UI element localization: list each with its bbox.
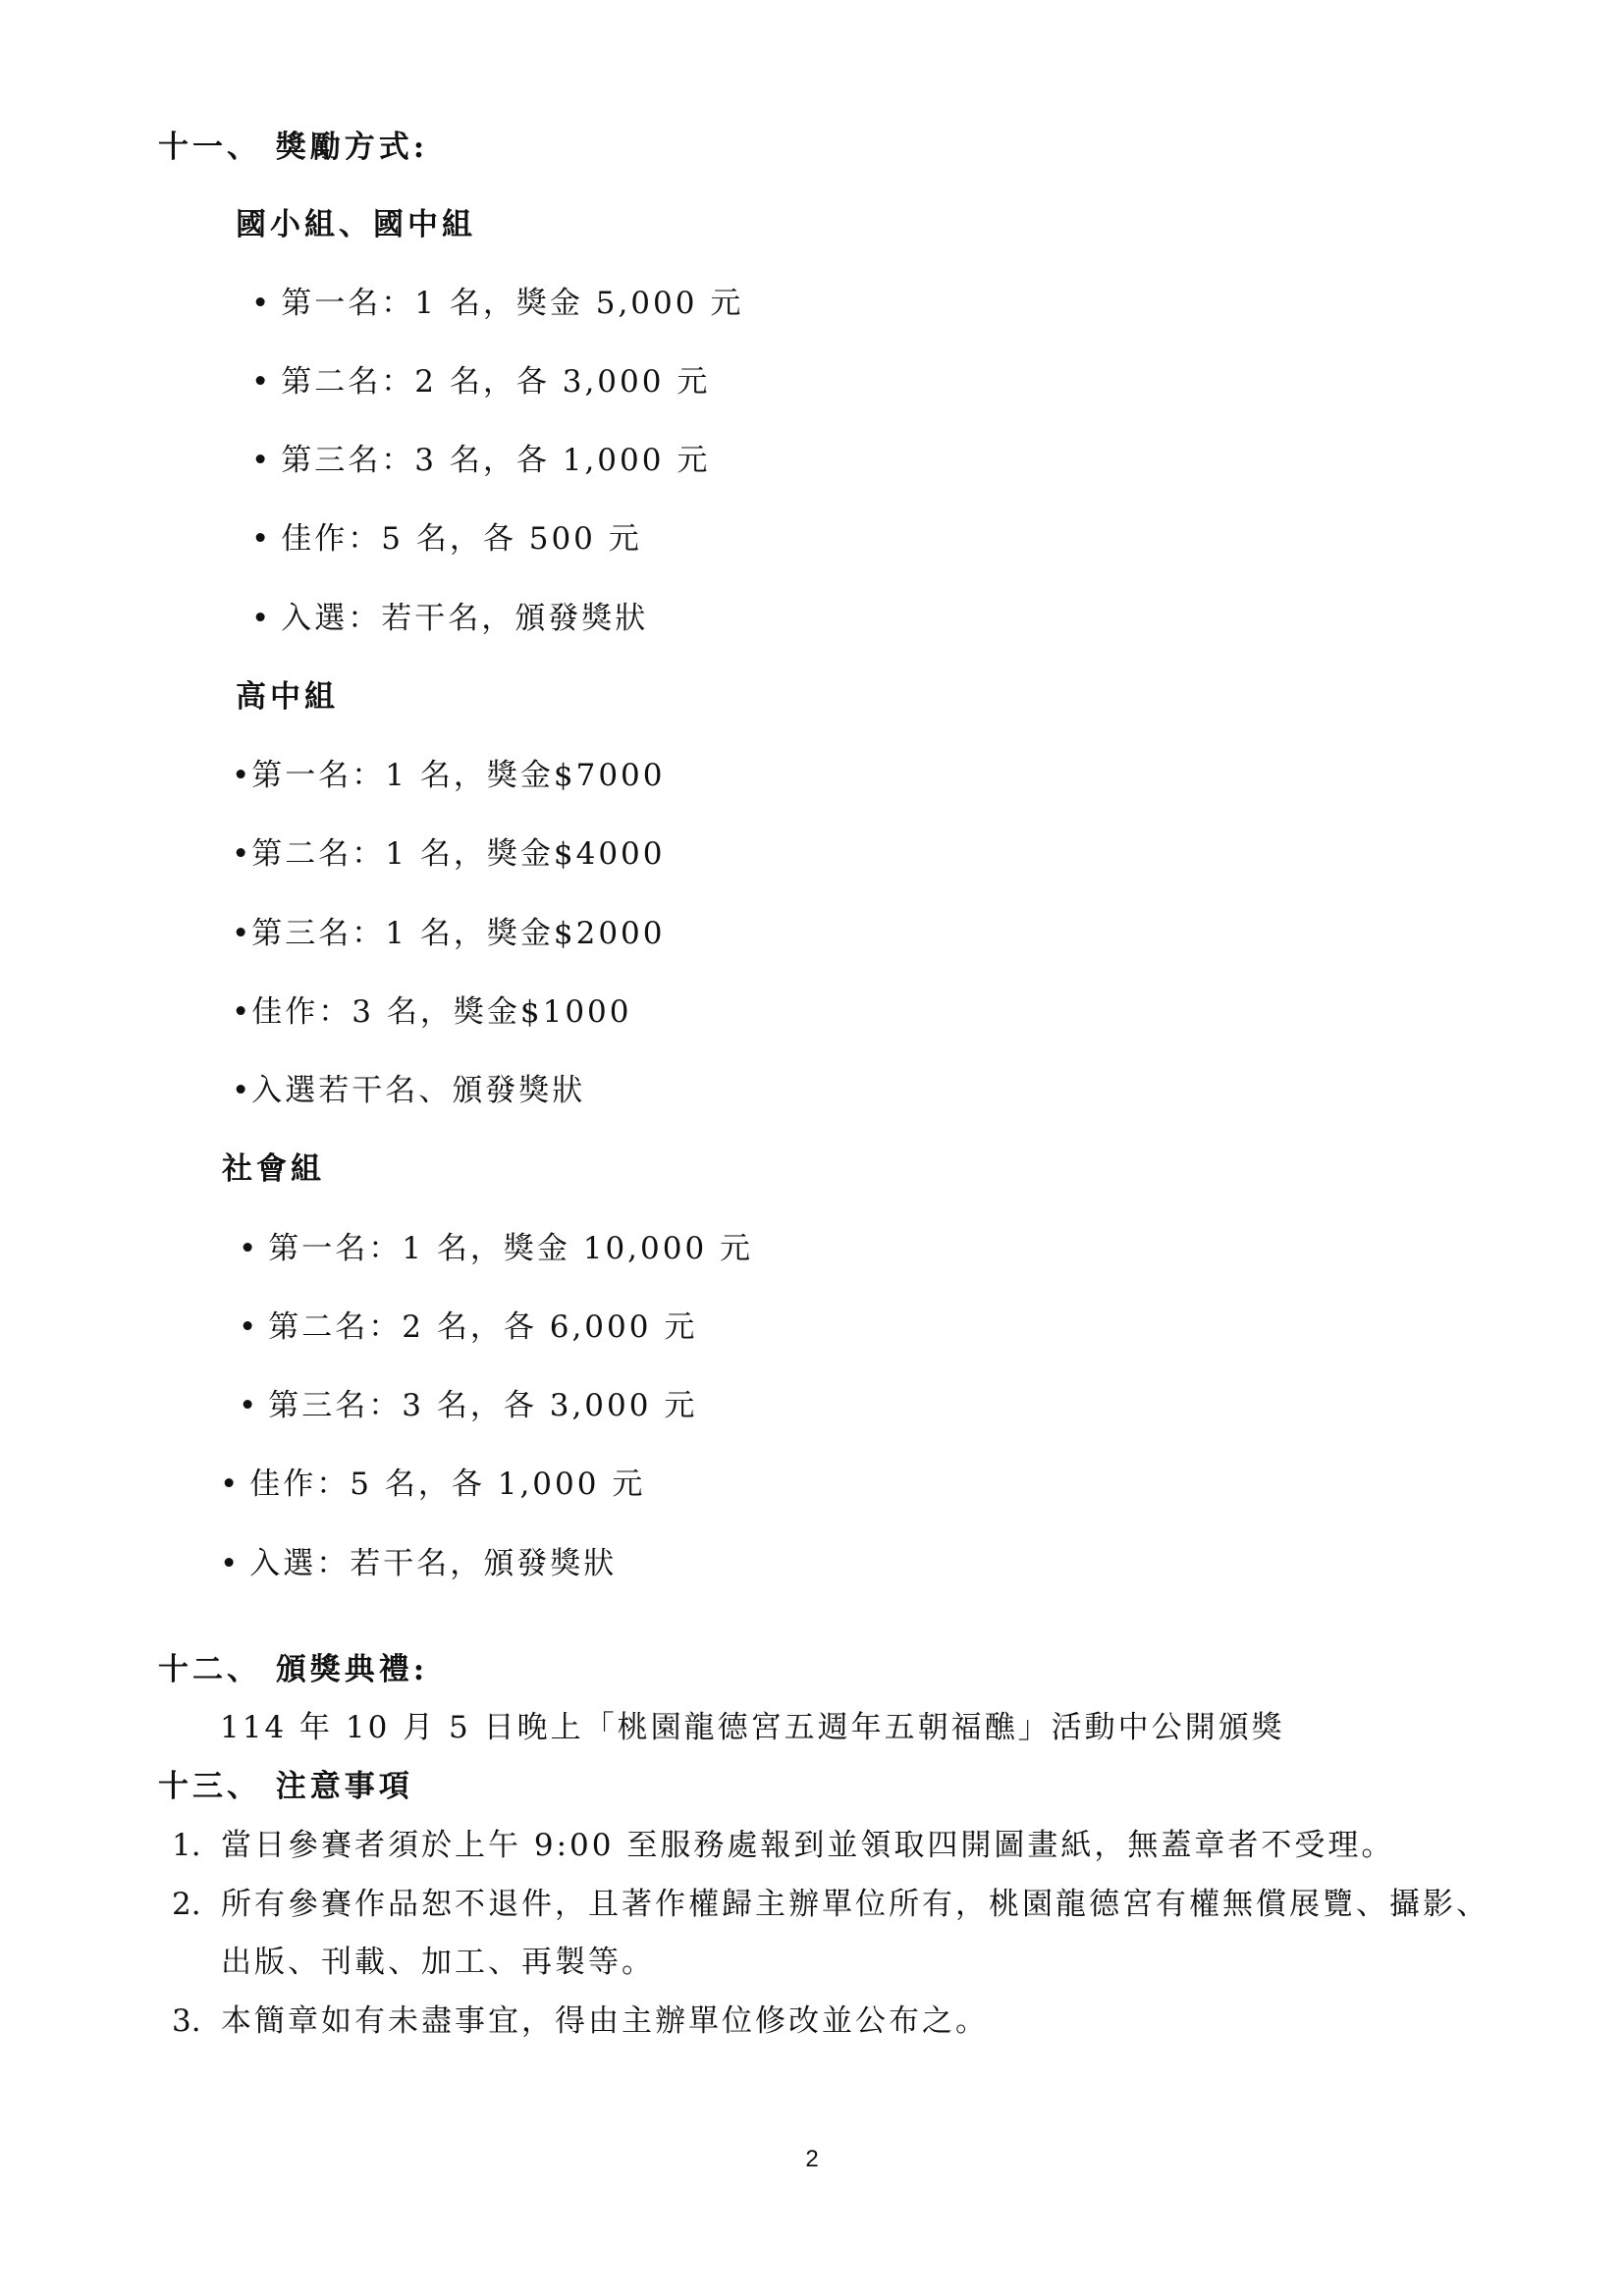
list-item: • 入選：若干名，頒發獎狀 [251, 601, 649, 636]
list-item: • 第二名：2 名，各 3,000 元 [251, 364, 711, 400]
list-item: • 佳作：5 名，各 500 元 [251, 521, 642, 557]
list-item: • 第三名：3 名，各 3,000 元 [239, 1388, 698, 1423]
list-item: •入選若干名、頒發獎狀 [232, 1073, 586, 1108]
list-item: •第一名：1 名，獎金$7000 [232, 758, 666, 793]
list-item: • 第一名：1 名，獎金 10,000 元 [239, 1231, 754, 1266]
note-item: 1. 當日參賽者須於上午 9:00 至服務處報到並領取四開圖畫紙，無蓋章者不受理。 [172, 1828, 1395, 1863]
ceremony-text: 114 年 10 月 5 日晚上「桃園龍德宮五週年五朝福醮」活動中公開頒獎 [220, 1710, 1285, 1745]
list-item: • 第二名：2 名，各 6,000 元 [239, 1309, 698, 1345]
note-item-continuation: 出版、刊載、加工、再製等。 [221, 1945, 655, 1980]
list-item: •佳作：3 名，獎金$1000 [232, 994, 632, 1030]
note-item: 2. 所有參賽作品恕不退件，且著作權歸主辦單位所有，桃園龍德宮有權無償展覽、攝影、 [172, 1887, 1489, 1922]
group-public-title: 社會組 [222, 1151, 325, 1187]
section-13-title: 十三、 注意事項 [158, 1769, 413, 1804]
list-item: • 第一名：1 名，獎金 5,000 元 [251, 286, 744, 321]
page-number: 2 [805, 2146, 819, 2172]
list-item: • 第三名：3 名，各 1,000 元 [251, 443, 711, 478]
note-item: 3. 本簡章如有未盡事宜，得由主辦單位修改並公布之。 [172, 2003, 989, 2039]
list-item: •第三名：1 名，獎金$2000 [232, 916, 666, 951]
list-item: • 入選：若干名，頒發獎狀 [220, 1546, 618, 1581]
section-11-title: 十一、 獎勵方式: [158, 130, 429, 165]
group-elementary-junior-title: 國小組、國中組 [236, 207, 476, 242]
list-item: •第二名：1 名，獎金$4000 [232, 836, 666, 872]
group-senior-high-title: 高中組 [236, 679, 339, 715]
list-item: • 佳作：5 名，各 1,000 元 [220, 1467, 646, 1502]
section-12-title: 十二、 頒獎典禮: [158, 1652, 429, 1687]
